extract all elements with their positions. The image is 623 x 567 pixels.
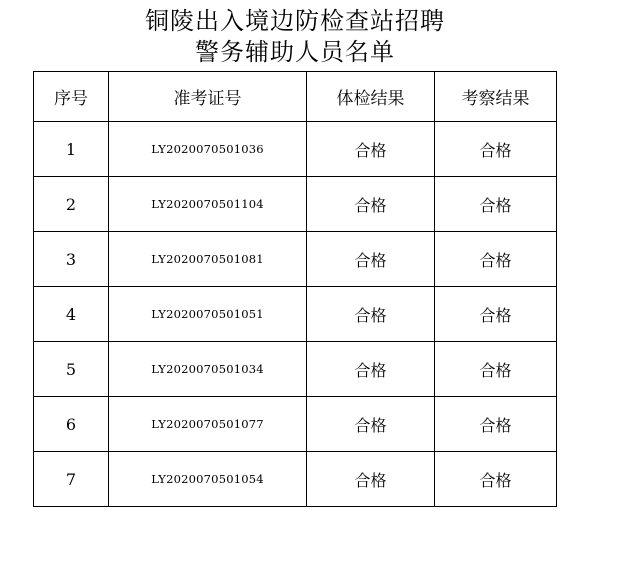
cell-exam-result: 合格 bbox=[307, 232, 435, 287]
header-check-result: 考察结果 bbox=[435, 72, 557, 122]
cell-index: 4 bbox=[34, 287, 109, 342]
cell-exam-result: 合格 bbox=[307, 452, 435, 507]
cell-index: 2 bbox=[34, 177, 109, 232]
cell-check-result: 合格 bbox=[435, 287, 557, 342]
cell-cert-no: LY2020070501104 bbox=[109, 177, 307, 232]
table-header-row bbox=[34, 72, 557, 122]
cell-exam-result: 合格 bbox=[307, 177, 435, 232]
cell-cert-no: LY2020070501034 bbox=[109, 342, 307, 397]
document-title-line-1: 铜陵出入境边防检查站招聘 bbox=[145, 7, 445, 35]
table-row bbox=[34, 287, 557, 342]
table-row bbox=[34, 232, 557, 287]
cell-index: 7 bbox=[34, 452, 109, 507]
cell-index: 6 bbox=[34, 397, 109, 452]
cell-cert-no: LY2020070501081 bbox=[109, 232, 307, 287]
cell-check-result: 合格 bbox=[435, 452, 557, 507]
cell-cert-no: LY2020070501054 bbox=[109, 452, 307, 507]
cell-exam-result: 合格 bbox=[307, 342, 435, 397]
cell-cert-no: LY2020070501051 bbox=[109, 287, 307, 342]
cell-check-result: 合格 bbox=[435, 232, 557, 287]
cell-exam-result: 合格 bbox=[307, 397, 435, 452]
cell-index: 1 bbox=[34, 122, 109, 177]
header-cert-no: 准考证号 bbox=[109, 72, 307, 122]
cell-check-result: 合格 bbox=[435, 397, 557, 452]
cell-exam-result: 合格 bbox=[307, 122, 435, 177]
cell-index: 5 bbox=[34, 342, 109, 397]
cell-cert-no: LY2020070501036 bbox=[109, 122, 307, 177]
table-row bbox=[34, 397, 557, 452]
cell-index: 3 bbox=[34, 232, 109, 287]
header-index: 序号 bbox=[34, 72, 109, 122]
table-row bbox=[34, 452, 557, 507]
roster-table bbox=[33, 71, 557, 507]
cell-check-result: 合格 bbox=[435, 342, 557, 397]
table-row bbox=[34, 122, 557, 177]
cell-check-result: 合格 bbox=[435, 122, 557, 177]
document-title-line-2: 警务辅助人员名单 bbox=[195, 38, 395, 66]
cell-exam-result: 合格 bbox=[307, 287, 435, 342]
table-row bbox=[34, 342, 557, 397]
header-exam-result: 体检结果 bbox=[307, 72, 435, 122]
cell-cert-no: LY2020070501077 bbox=[109, 397, 307, 452]
table-row bbox=[34, 177, 557, 232]
cell-check-result: 合格 bbox=[435, 177, 557, 232]
